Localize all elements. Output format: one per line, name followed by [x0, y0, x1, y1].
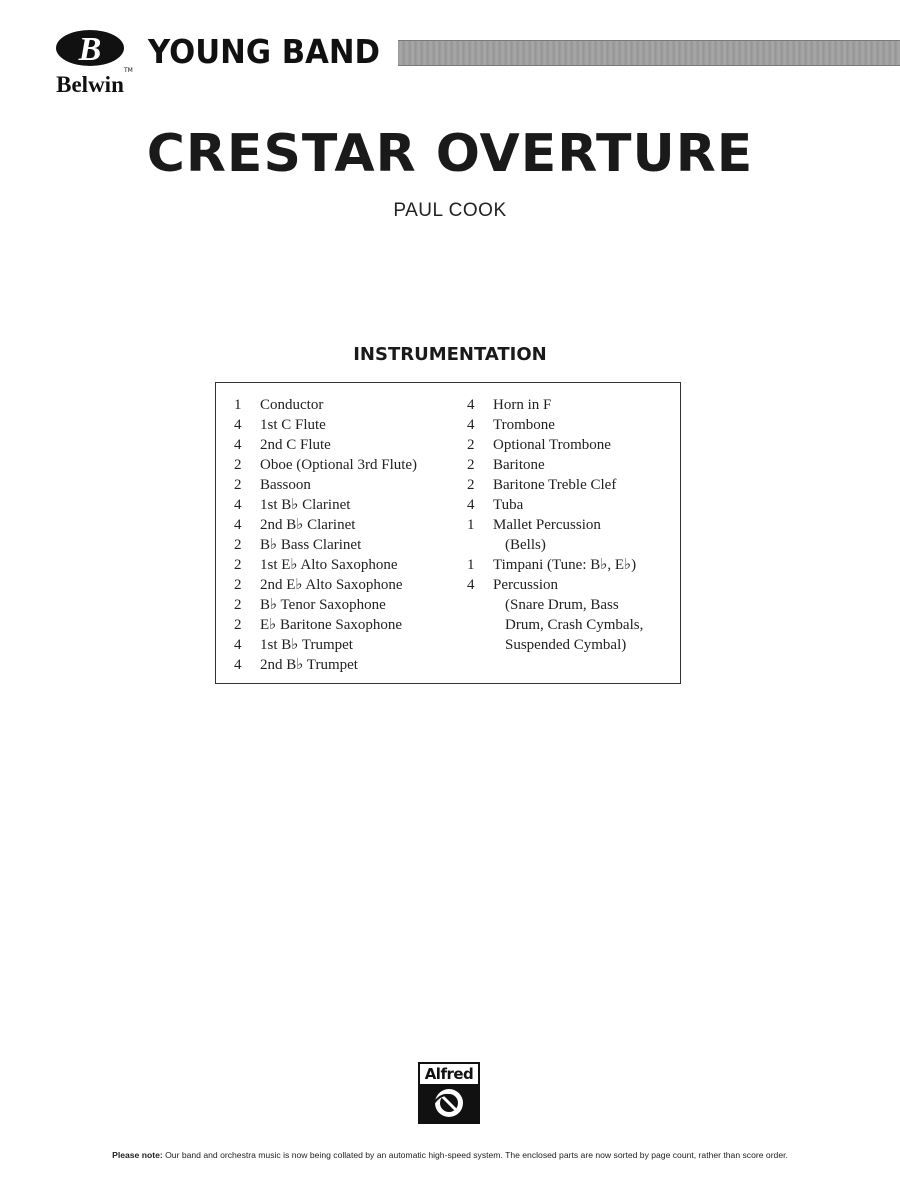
instrument-quantity: 1: [467, 517, 475, 533]
instrument-row: [467, 435, 643, 455]
instrument-name: Trombone: [493, 417, 555, 433]
instrument-row: [234, 435, 417, 455]
instrument-row: [234, 615, 417, 635]
instrumentation-box: [215, 382, 681, 684]
instrument-row: [234, 575, 417, 595]
instrument-quantity: 4: [234, 497, 242, 513]
instrument-row: [234, 515, 417, 535]
logo-letter: B: [78, 31, 102, 68]
footer-label: Please note:: [112, 1150, 163, 1160]
instrument-row: [467, 475, 643, 495]
instrument-row: [234, 475, 417, 495]
instrument-quantity: 2: [234, 617, 242, 633]
instrument-row: [234, 555, 417, 575]
instrument-quantity: 2: [467, 437, 475, 453]
instrument-name: Optional Trombone: [493, 437, 611, 453]
instrument-row: [467, 495, 643, 515]
instrument-row: [234, 395, 417, 415]
alfred-logo: [418, 1062, 480, 1124]
instrument-quantity: 4: [234, 637, 242, 653]
instrument-name: Drum, Crash Cymbals,: [505, 617, 644, 633]
instrument-quantity: 4: [467, 497, 475, 513]
footer-text: Our band and orchestra music is now being collated by an automatic high-speed system. The enclosed parts are now sorted by page count, rather than score order.: [162, 1150, 788, 1160]
instrument-name: 1st E♭ Alto Saxophone: [260, 557, 398, 573]
instrument-row: [234, 455, 417, 475]
instrument-name: B♭ Bass Clarinet: [260, 537, 362, 553]
instrument-quantity: 4: [467, 577, 475, 593]
instrument-quantity: 4: [234, 437, 242, 453]
instrument-row: [234, 495, 417, 515]
instrument-name: (Bells): [505, 537, 546, 553]
instrument-row: [234, 415, 417, 435]
footer-note: [0, 1150, 900, 1160]
instrument-name: B♭ Tenor Saxophone: [260, 597, 386, 613]
instrument-name: Tuba: [493, 497, 524, 513]
instrument-row: [467, 515, 643, 535]
instrument-quantity: 2: [234, 457, 242, 473]
instrument-name: Baritone: [493, 457, 545, 473]
instrument-row: [234, 635, 417, 655]
belwin-logo: [34, 22, 146, 102]
instrument-row: [467, 455, 643, 475]
instrument-name: Mallet Percussion: [493, 517, 601, 533]
instrument-quantity: 1: [467, 557, 475, 573]
instrument-name: 1st B♭ Trumpet: [260, 637, 353, 653]
instrument-row: [467, 615, 643, 635]
instrument-name: Oboe (Optional 3rd Flute): [260, 457, 418, 473]
instrument-name: Horn in F: [493, 397, 552, 413]
brand-name: Belwin: [56, 72, 124, 97]
instrument-name: Baritone Treble Clef: [493, 477, 617, 493]
instrumentation-right-column: [467, 395, 643, 655]
instrument-row: [467, 395, 643, 415]
instrument-name: Conductor: [260, 397, 324, 413]
instrument-name: 2nd B♭ Clarinet: [260, 517, 356, 533]
instrument-name: 2nd B♭ Trumpet: [260, 657, 358, 673]
instrument-name: Bassoon: [260, 477, 311, 493]
instrument-name: Percussion: [493, 577, 558, 593]
page-title: CRESTAR OVERTURE: [146, 124, 754, 184]
instrument-row: [467, 535, 643, 555]
instrument-name: 1st C Flute: [260, 417, 326, 433]
instrumentation-left-column: [234, 395, 417, 675]
instrument-row: [467, 595, 643, 615]
instrument-name: Suspended Cymbal): [505, 637, 627, 653]
instrument-name: 2nd C Flute: [260, 437, 331, 453]
instrument-quantity: 4: [467, 397, 475, 413]
instrument-name: 1st B♭ Clarinet: [260, 497, 351, 513]
series-title: YOUNG BAND: [148, 32, 381, 71]
instrument-quantity: 4: [234, 517, 242, 533]
instrument-quantity: 2: [234, 537, 242, 553]
instrument-quantity: 2: [234, 577, 242, 593]
instrument-quantity: 2: [234, 597, 242, 613]
instrumentation-heading: INSTRUMENTATION: [353, 344, 547, 365]
instrument-row: [467, 635, 643, 655]
instrument-quantity: 4: [234, 417, 242, 433]
instrument-quantity: 2: [467, 457, 475, 473]
instrument-row: [234, 655, 417, 675]
instrument-quantity: 1: [234, 397, 242, 413]
instrument-row: [467, 555, 643, 575]
header-bar: [398, 40, 900, 66]
instrument-quantity: [467, 615, 493, 635]
instrument-row: [467, 415, 643, 435]
instrument-row: [467, 575, 643, 595]
instrument-row: [234, 535, 417, 555]
instrument-quantity: 2: [234, 557, 242, 573]
instrument-row: [234, 595, 417, 615]
instrument-name: 2nd E♭ Alto Saxophone: [260, 577, 403, 593]
instrument-quantity: [467, 595, 493, 615]
instrument-quantity: [467, 535, 493, 555]
instrument-quantity: 2: [234, 477, 242, 493]
instrument-quantity: 4: [234, 657, 242, 673]
composer-name: PAUL COOK: [393, 200, 507, 221]
instrument-name: (Snare Drum, Bass: [505, 597, 619, 613]
instrument-quantity: [467, 635, 493, 655]
instrument-name: Timpani (Tune: B♭, E♭): [493, 557, 637, 573]
alfred-emblem-icon: [420, 1084, 478, 1122]
alfred-wordmark: Alfred: [424, 1065, 474, 1083]
instrument-name: E♭ Baritone Saxophone: [260, 617, 403, 633]
svg-text:TM: TM: [124, 67, 133, 74]
instrument-quantity: 2: [467, 477, 475, 493]
instrument-quantity: 4: [467, 417, 475, 433]
